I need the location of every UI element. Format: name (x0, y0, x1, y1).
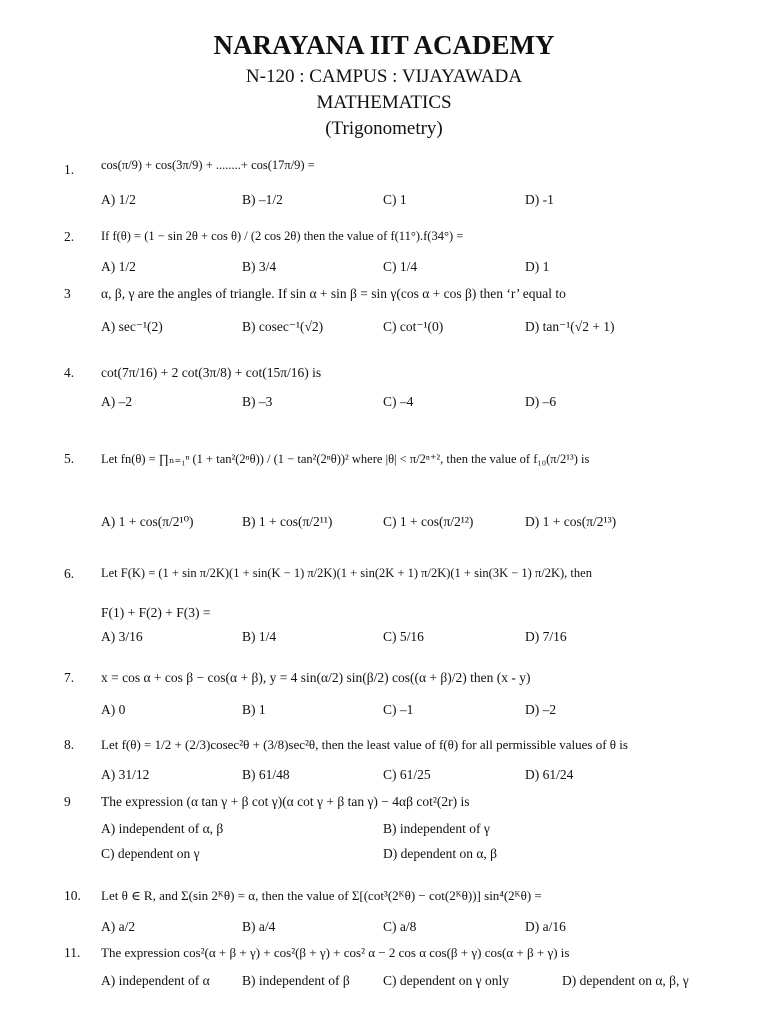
option-a: A) 1/2 (101, 192, 136, 207)
question-number: 1. (64, 162, 75, 177)
option-b: B) independent of β (242, 973, 350, 988)
option-d: D) 1 + cos(π/2¹³) (525, 514, 617, 529)
option-c: C) dependent on γ only (383, 973, 509, 988)
option-c: C) 1/4 (383, 259, 418, 274)
option-c: C) –4 (383, 394, 414, 409)
option-d: D) a/16 (525, 919, 566, 934)
question-number: 4. (64, 365, 75, 380)
option-a: A) 0 (101, 702, 126, 717)
question-number: 10. (64, 888, 81, 903)
question-stem: x = cos α + cos β − cos(α + β), y = 4 sin(α/2) sin(β/2) cos((α + β)/2) then (x - y) (101, 670, 531, 685)
question-stem: Let F(K) = (1 + sin π/2K)(1 + sin(K − 1) π/2K)(1 + sin(2K + 1) π/2K)(1 + sin(3K − 1) π/2K), then (101, 566, 592, 580)
option-b: B) 1 (242, 702, 266, 717)
question-number: 9 (64, 794, 71, 809)
option-a: A) 3/16 (101, 629, 143, 644)
question-stem: Let f(θ) = 1/2 + (2/3)cosec²θ + (3/8)sec²θ, then the least value of f(θ) for all permissible values of θ is (101, 737, 628, 752)
option-c: C) a/8 (383, 919, 417, 934)
question-stem: cot(7π/16) + 2 cot(3π/8) + cot(15π/16) is (101, 365, 322, 380)
question-number: 3 (64, 286, 71, 301)
option-a: A) 1/2 (101, 259, 136, 274)
question-number: 5. (64, 451, 75, 466)
option-b: B) 61/48 (242, 767, 290, 782)
institute-title: NARAYANA IIT ACADEMY (213, 30, 555, 60)
option-c: C) dependent on γ (101, 846, 200, 861)
question-stem: The expression cos²(α + β + γ) + cos²(β + γ) + cos² α − 2 cos α cos(β + γ) cos(α + β + γ) is (101, 945, 570, 960)
question-stem: The expression (α tan γ + β cot γ)(α cot γ + β tan γ) − 4αβ cot²(2r) is (101, 794, 470, 809)
option-d: D) 61/24 (525, 767, 574, 782)
question-stem: If f(θ) = (1 − sin 2θ + cos θ) / (2 cos 2θ) then the value of f(11°).f(34°) = (101, 229, 464, 243)
option-b: B) 3/4 (242, 259, 277, 274)
question-stem-continued: F(1) + F(2) + F(3) = (101, 605, 211, 620)
option-d: D) tan⁻¹(√2 + 1) (525, 319, 615, 334)
question-number: 2. (64, 229, 75, 244)
option-d: D) 1 (525, 259, 550, 274)
option-c: C) –1 (383, 702, 414, 717)
option-d: D) –2 (525, 702, 557, 717)
question-stem: cos(π/9) + cos(3π/9) + ........+ cos(17π/9) = (101, 158, 315, 172)
option-d: D) -1 (525, 192, 554, 207)
option-d: D) –6 (525, 394, 557, 409)
option-a: A) independent of α (101, 973, 210, 988)
option-a: A) sec⁻¹(2) (101, 319, 163, 334)
question-number: 6. (64, 566, 75, 581)
option-a: A) 31/12 (101, 767, 150, 782)
option-a: A) 1 + cos(π/2¹⁰) (101, 514, 194, 529)
option-c: C) 61/25 (383, 767, 431, 782)
option-d: D) dependent on α, β (383, 846, 498, 861)
option-b: B) 1/4 (242, 629, 277, 644)
option-d: D) dependent on α, β, γ (562, 973, 689, 988)
option-a: A) –2 (101, 394, 133, 409)
option-c: C) 1 + cos(π/2¹²) (383, 514, 474, 529)
option-b: B) –3 (242, 394, 273, 409)
option-c: C) cot⁻¹(0) (383, 319, 444, 334)
question-number: 11. (64, 945, 81, 960)
option-b: B) 1 + cos(π/2¹¹) (242, 514, 333, 529)
subject-line: MATHEMATICS (316, 92, 452, 113)
topic-line: (Trigonometry) (325, 118, 443, 139)
option-b: B) cosec⁻¹(√2) (242, 319, 324, 334)
option-d: D) 7/16 (525, 629, 567, 644)
question-number: 8. (64, 737, 75, 752)
option-a: A) independent of α, β (101, 821, 224, 836)
option-b: B) a/4 (242, 919, 276, 934)
question-stem: Let θ ∈ R, and Σ(sin 2ᴷθ) = α, then the value of Σ[(cot³(2ᴷθ) − cot(2ᴷθ))] sin⁴(2ᴷθ) = (101, 888, 542, 903)
option-b: B) independent of γ (383, 821, 490, 836)
campus-line: N-120 : CAMPUS : VIJAYAWADA (245, 66, 523, 87)
option-b: B) –1/2 (242, 192, 283, 207)
option-c: C) 1 (383, 192, 407, 207)
option-a: A) a/2 (101, 919, 136, 934)
question-number: 7. (64, 670, 75, 685)
question-stem: Let fn(θ) = ∏ₙ₌₁ⁿ (1 + tan²(2ⁿθ)) / (1 − tan²(2ⁿθ))² where |θ| < π/2ⁿ⁺², then the value of f₁₀(π/2¹³) is (101, 452, 590, 466)
question-stem: α, β, γ are the angles of triangle. If sin α + sin β = sin γ(cos α + cos β) then ‘r’ equal to (101, 286, 566, 301)
option-c: C) 5/16 (383, 629, 424, 644)
